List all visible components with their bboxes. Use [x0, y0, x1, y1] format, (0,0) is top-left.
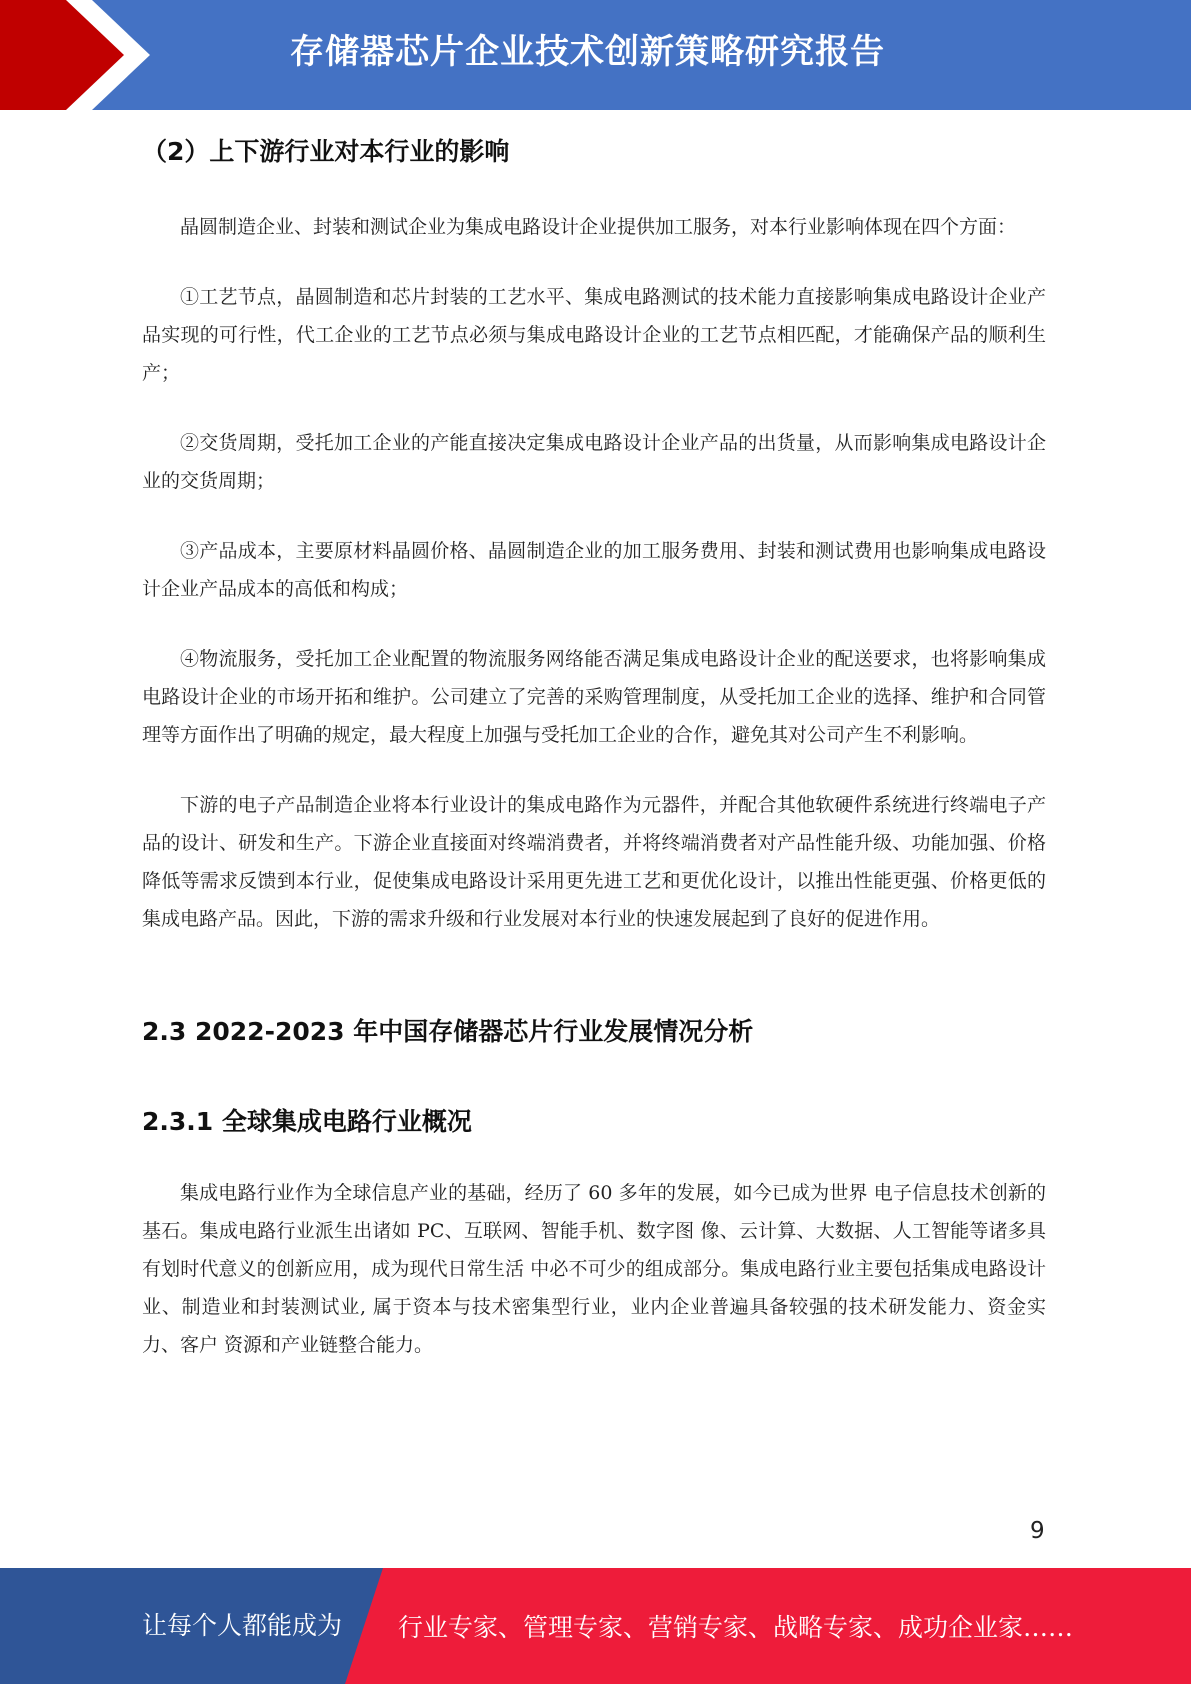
paragraph-delivery-cycle: ②交货周期，受托加工企业的产能直接决定集成电路设计企业产品的出货量，从而影响集成电路设计企业的交货周期；	[142, 432, 1046, 492]
paragraph-product-cost: ③产品成本，主要原材料晶圆价格、晶圆制造企业的加工服务费用、封装和测试费用也影响集成电路设计企业产品成本的高低和构成；	[142, 540, 1046, 600]
footer-slogan-right: 行业专家、管理专家、营销专家、战略专家、成功企业家……	[398, 1613, 1074, 1642]
page-number: 9	[1030, 1518, 1045, 1544]
paragraph-process-node: ①工艺节点，晶圆制造和芯片封装的工艺水平、集成电路测试的技术能力直接影响集成电路设计企业产品实现的可行性，代工企业的工艺节点必须与集成电路设计企业的工艺节点相匹配，才能确保产品的顺利生产；	[142, 286, 1046, 384]
header-arrow-decoration	[0, 0, 150, 110]
paragraph-logistics: ④物流服务，受托加工企业配置的物流服务网络能否满足集成电路设计企业的配送要求，也将影响集成电路设计企业的市场开拓和维护。公司建立了完善的采购管理制度，从受托加工企业的选择、维护和合同管理等方面作出了明确的规定，最大程度上加强与受托加工企业的合作，避免其对公司产生不利影响。	[142, 648, 1046, 746]
footer-banner	[0, 1568, 1191, 1684]
footer-slogan-left: 让每个人都能成为	[142, 1611, 343, 1640]
section-heading-2-3: 2.3 2022-2023 年中国存储器芯片行业发展情况分析	[142, 1017, 754, 1046]
section-heading-2-3-1: 2.3.1 全球集成电路行业概况	[142, 1107, 472, 1136]
paragraph-intro: 晶圆制造企业、封装和测试企业为集成电路设计企业提供加工服务，对本行业影响体现在四个方面：	[180, 216, 1017, 238]
report-title: 存储器芯片企业技术创新策略研究报告	[290, 32, 885, 72]
report-header-banner	[0, 0, 1191, 110]
paragraph-global-ic-overview: 集成电路行业作为全球信息产业的基础，经历了 60 多年的发展，如今已成为世界 电子信息技术创新的基石。集成电路行业派生出诸如 PC、互联网、智能手机、数字图 像、云计算、大数据、人工智能等诸多具有划时代意义的创新应用，成为现代日常生活 中必不可少的组成部分。集成电路行业主要包括集成电路设计业、制造业和封装测试业, 属于资本与技术密集型行业，业内企业普遍具备较强的技术研发能力、资金实力、客户 资源和产业链整合能力。	[142, 1182, 1046, 1356]
page-content	[142, 118, 1046, 1364]
subsection-heading-upstream-downstream: （2）上下游行业对本行业的影响	[142, 137, 510, 166]
paragraph-downstream: 下游的电子产品制造企业将本行业设计的集成电路作为元器件，并配合其他软硬件系统进行终端电子产品的设计、研发和生产。下游企业直接面对终端消费者，并将终端消费者对产品性能升级、功能加强、价格降低等需求反馈到本行业，促使集成电路设计采用更先进工艺和更优化设计，以推出性能更强、价格更低的集成电路产品。因此，下游的需求升级和行业发展对本行业的快速发展起到了良好的促进作用。	[142, 794, 1046, 930]
